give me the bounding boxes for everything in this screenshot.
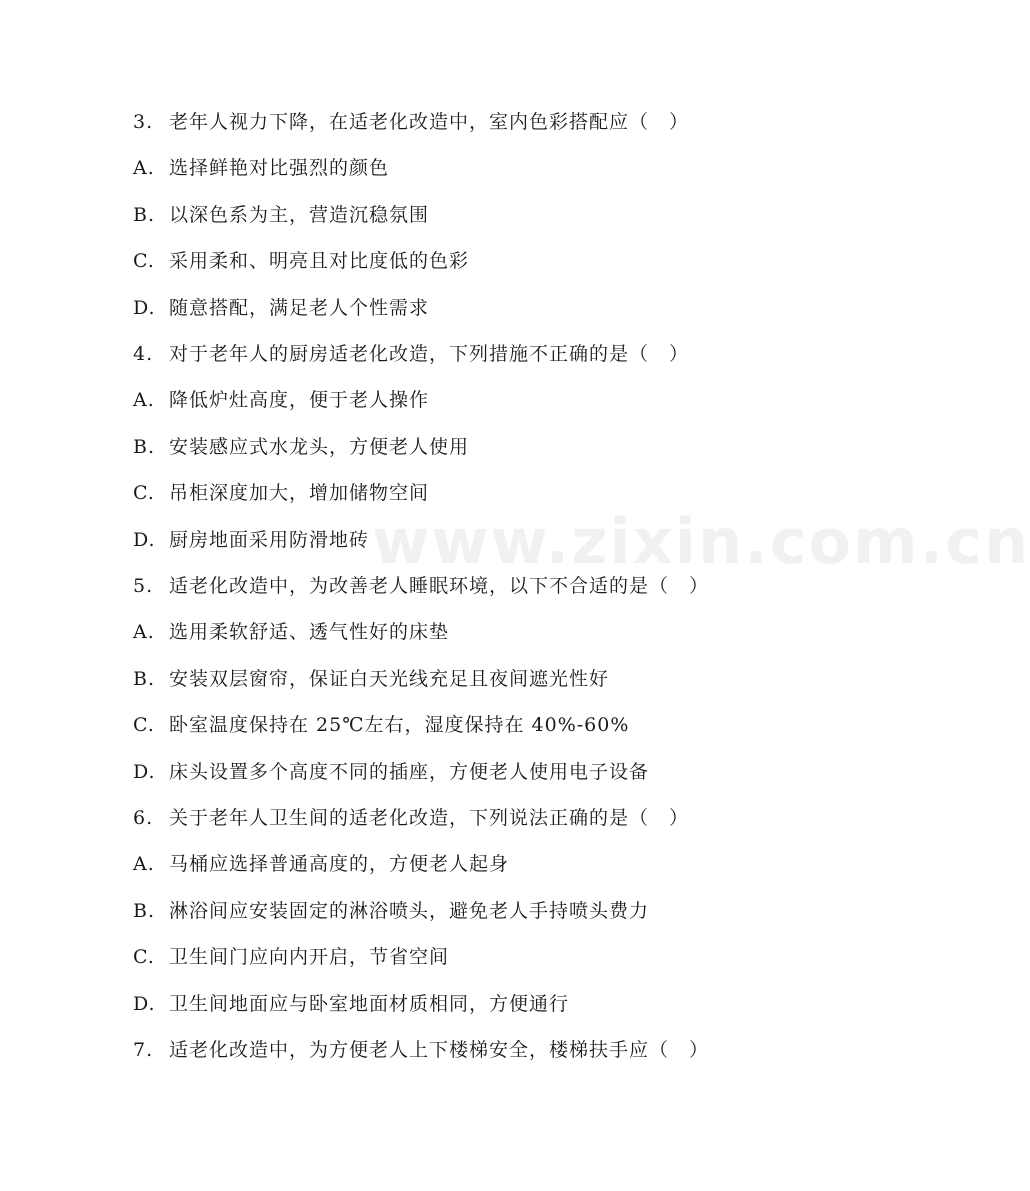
option-label: D. [133, 529, 156, 551]
question-line [133, 107, 689, 137]
option-line [133, 849, 509, 879]
question-line [133, 1035, 709, 1065]
option-line [133, 710, 629, 740]
option-text: 安装双层窗帘，保证白天光线充足且夜间遮光性好 [169, 668, 610, 690]
option-line [133, 153, 389, 183]
question-text: 老年人视力下降，在适老化改造中，室内色彩搭配应（ ） [169, 111, 690, 133]
option-label: B. [133, 668, 156, 690]
option-label: B. [133, 900, 156, 922]
option-line [133, 525, 369, 555]
question-text: 适老化改造中，为改善老人睡眠环境，以下不合适的是（ ） [169, 575, 710, 597]
option-text: 马桶应选择普通高度的，方便老人起身 [169, 853, 510, 875]
option-label: C. [133, 946, 155, 968]
option-label: B. [133, 436, 156, 458]
option-text: 安装感应式水龙头，方便老人使用 [169, 436, 470, 458]
option-text: 采用柔和、明亮且对比度低的色彩 [169, 250, 470, 272]
question-number: 4. [133, 343, 154, 365]
option-label: B. [133, 204, 156, 226]
option-line [133, 757, 649, 787]
option-line [133, 989, 569, 1019]
option-line [133, 664, 609, 694]
option-label: A. [133, 157, 155, 179]
option-text: 床头设置多个高度不同的插座，方便老人使用电子设备 [169, 761, 650, 783]
option-line [133, 293, 429, 323]
option-label: D. [133, 297, 156, 319]
question-line [133, 339, 689, 369]
option-text: 卧室温度保持在 25℃左右，湿度保持在 40%-60% [169, 714, 630, 736]
option-text: 淋浴间应安装固定的淋浴喷头，避免老人手持喷头费力 [169, 900, 650, 922]
question-number: 5. [133, 575, 154, 597]
option-line [133, 200, 429, 230]
option-line [133, 246, 469, 276]
option-text: 吊柜深度加大，增加储物空间 [169, 482, 430, 504]
option-label: C. [133, 250, 155, 272]
option-text: 厨房地面采用防滑地砖 [169, 529, 370, 551]
option-text: 卫生间地面应与卧室地面材质相同，方便通行 [169, 993, 570, 1015]
question-text: 对于老年人的厨房适老化改造，下列措施不正确的是（ ） [169, 343, 690, 365]
question-line [133, 803, 689, 833]
option-line [133, 385, 429, 415]
option-label: A. [133, 621, 155, 643]
question-text: 关于老年人卫生间的适老化改造，下列说法正确的是（ ） [169, 807, 690, 829]
question-line [133, 571, 709, 601]
question-number: 3. [133, 111, 154, 133]
option-label: D. [133, 993, 156, 1015]
question-text: 适老化改造中，为方便老人上下楼梯安全，楼梯扶手应（ ） [169, 1039, 710, 1061]
question-number: 6. [133, 807, 154, 829]
question-number: 7. [133, 1039, 154, 1061]
option-text: 选用柔软舒适、透气性好的床垫 [169, 621, 450, 643]
option-text: 卫生间门应向内开启，节省空间 [169, 946, 450, 968]
option-text: 随意搭配，满足老人个性需求 [169, 297, 430, 319]
option-text: 以深色系为主，营造沉稳氛围 [169, 204, 430, 226]
option-label: D. [133, 761, 156, 783]
option-label: A. [133, 389, 155, 411]
option-text: 降低炉灶高度，便于老人操作 [169, 389, 430, 411]
option-line [133, 617, 449, 647]
option-text: 选择鲜艳对比强烈的颜色 [169, 157, 390, 179]
option-label: C. [133, 714, 155, 736]
option-line [133, 896, 649, 926]
option-line [133, 942, 449, 972]
option-label: A. [133, 853, 155, 875]
option-line [133, 478, 429, 508]
watermark: www.zixin.com.cn [372, 505, 1030, 578]
option-label: C. [133, 482, 155, 504]
option-line [133, 432, 469, 462]
